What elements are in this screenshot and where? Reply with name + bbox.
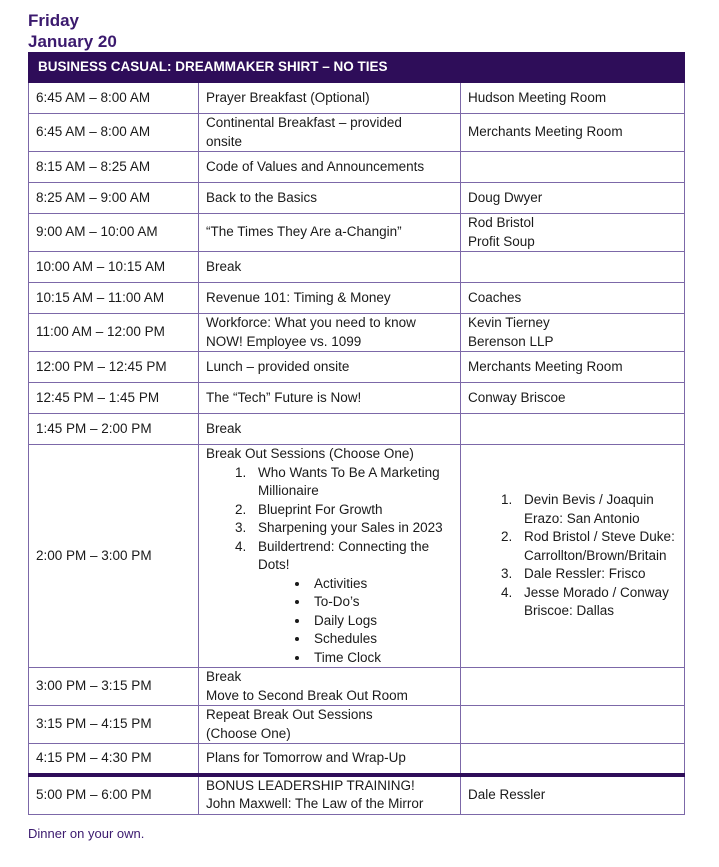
- event-cell: [199, 445, 461, 668]
- location-cell: [461, 183, 685, 214]
- location-line: Merchants Meeting Room: [468, 124, 623, 140]
- schedule-row: [29, 214, 685, 252]
- schedule-row: [29, 114, 685, 152]
- location-cell: [461, 114, 685, 152]
- schedule-row: [29, 252, 685, 283]
- tool-item: • Daily Logs: [310, 612, 453, 631]
- time-cell: 6:45 AM – 8:00 AM: [29, 114, 199, 152]
- schedule-body: [29, 53, 685, 815]
- session-item-label: Buildertrend: Connecting the Dots!: [258, 538, 430, 572]
- schedule-row: [29, 668, 685, 706]
- event-line: Back to the Basics: [206, 189, 318, 205]
- event-line: Revenue 101: Timing & Money: [206, 289, 391, 305]
- time-cell: 3:15 PM – 4:15 PM: [29, 706, 199, 744]
- event-cell: [199, 383, 461, 414]
- event-cell: [199, 775, 461, 815]
- tool-item: • Activities: [310, 575, 453, 594]
- presenter-item: 3. Dale Ressler: Frisco: [516, 565, 677, 584]
- session-item: 1. Who Wants To Be A Marketing Millionaire: [250, 464, 453, 501]
- time-cell: 12:45 PM – 1:45 PM: [29, 383, 199, 414]
- session-item: [250, 538, 453, 668]
- schedule-row: [29, 283, 685, 314]
- event-line: NOW! Employee vs. 1099: [206, 333, 362, 349]
- event-cell: [199, 314, 461, 352]
- schedule-row: [29, 152, 685, 183]
- event-cell: [199, 152, 461, 183]
- event-line: Plans for Tomorrow and Wrap-Up: [206, 750, 406, 765]
- schedule-row: [29, 314, 685, 352]
- event-line: John Maxwell: The Law of the Mirror: [206, 796, 424, 811]
- dress-code-row: [29, 53, 685, 83]
- event-line: The “Tech” Future is Now!: [206, 389, 362, 405]
- location-cell: [461, 283, 685, 314]
- location-line: Profit Soup: [468, 233, 535, 249]
- time-cell: 3:00 PM – 3:15 PM: [29, 668, 199, 706]
- location-cell: [461, 414, 685, 445]
- schedule-row: [29, 83, 685, 114]
- time-cell: 10:00 AM – 10:15 AM: [29, 252, 199, 283]
- location-line: Dale Ressler: [468, 786, 546, 802]
- event-cell: [199, 283, 461, 314]
- session-item: 2. Blueprint For Growth: [250, 501, 453, 520]
- tool-item: • Schedules: [310, 630, 453, 649]
- event-cell: [199, 706, 461, 744]
- tool-list: [258, 575, 453, 668]
- presenter-list: [468, 491, 677, 621]
- event-line: Break: [206, 258, 242, 274]
- schedule-row: [29, 744, 685, 775]
- location-cell: [461, 214, 685, 252]
- breakout-row: [29, 445, 685, 668]
- event-cell: [199, 252, 461, 283]
- event-line: onsite: [206, 133, 243, 149]
- event-cell: [199, 214, 461, 252]
- location-line: Merchants Meeting Room: [468, 358, 623, 374]
- session-list: [206, 464, 453, 668]
- location-cell: [461, 352, 685, 383]
- event-line: “The Times They Are a-Changin”: [206, 224, 402, 240]
- event-cell: [199, 414, 461, 445]
- footer-note: Dinner on your own.: [28, 826, 145, 841]
- event-line: Code of Values and Announcements: [206, 158, 425, 174]
- time-cell: 1:45 PM – 2:00 PM: [29, 414, 199, 445]
- event-line: Break: [206, 669, 242, 684]
- location-cell: [461, 252, 685, 283]
- event-line: Move to Second Break Out Room: [206, 687, 408, 703]
- time-cell: 6:45 AM – 8:00 AM: [29, 83, 199, 114]
- event-cell: [199, 744, 461, 775]
- location-cell: [461, 706, 685, 744]
- time-cell: 5:00 PM – 6:00 PM: [29, 775, 199, 815]
- schedule-row: [29, 352, 685, 383]
- schedule-row: [29, 414, 685, 445]
- day-date: January 20: [28, 32, 117, 51]
- day-name: Friday: [28, 11, 80, 30]
- location-cell: [461, 314, 685, 352]
- schedule-row: [29, 183, 685, 214]
- time-cell: 8:25 AM – 9:00 AM: [29, 183, 199, 214]
- time-cell: 10:15 AM – 11:00 AM: [29, 283, 199, 314]
- location-line: Kevin Tierney: [468, 315, 550, 330]
- location-line: Coaches: [468, 289, 522, 305]
- location-line: Conway Briscoe: [468, 389, 566, 405]
- event-line: Workforce: What you need to know: [206, 315, 416, 330]
- breakout-heading: Break Out Sessions (Choose One): [206, 446, 414, 461]
- dress-code-banner: BUSINESS CASUAL: DREAMMAKER SHIRT – NO TIES: [29, 53, 685, 83]
- presenter-item: 4. Jesse Morado / Conway Briscoe: Dallas: [516, 584, 677, 621]
- location-cell: [461, 744, 685, 775]
- time-cell: 12:00 PM – 12:45 PM: [29, 352, 199, 383]
- location-cell: [461, 83, 685, 114]
- schedule-table: [28, 52, 685, 815]
- day-title: [28, 10, 117, 52]
- tool-item: • To-Do’s: [310, 593, 453, 612]
- time-cell: 9:00 AM – 10:00 AM: [29, 214, 199, 252]
- presenter-item: 2. Rod Bristol / Steve Duke: Carrollton/Brown/Britain: [516, 528, 677, 565]
- location-line: Rod Bristol: [468, 215, 535, 230]
- time-cell: 8:15 AM – 8:25 AM: [29, 152, 199, 183]
- event-cell: [199, 83, 461, 114]
- time-cell: 2:00 PM – 3:00 PM: [29, 445, 199, 668]
- event-line: (Choose One): [206, 725, 291, 741]
- location-cell: [461, 775, 685, 815]
- event-line: Continental Breakfast – provided: [206, 115, 402, 130]
- time-cell: 11:00 AM – 12:00 PM: [29, 314, 199, 352]
- location-cell: [461, 445, 685, 668]
- event-cell: [199, 114, 461, 152]
- event-cell: [199, 668, 461, 706]
- location-line: Berenson LLP: [468, 333, 554, 349]
- event-cell: [199, 352, 461, 383]
- event-line: Prayer Breakfast (Optional): [206, 89, 370, 105]
- bonus-row: [29, 775, 685, 815]
- schedule-row: [29, 383, 685, 414]
- event-cell: [199, 183, 461, 214]
- location-line: Doug Dwyer: [468, 189, 543, 205]
- location-cell: [461, 152, 685, 183]
- location-cell: [461, 668, 685, 706]
- event-line: Break: [206, 420, 242, 436]
- presenter-item: 1. Devin Bevis / Joaquin Erazo: San Antonio: [516, 491, 677, 528]
- event-line: Lunch – provided onsite: [206, 358, 350, 374]
- location-cell: [461, 383, 685, 414]
- time-cell: 4:15 PM – 4:30 PM: [29, 744, 199, 775]
- event-line: Repeat Break Out Sessions: [206, 707, 373, 722]
- session-item: 3. Sharpening your Sales in 2023: [250, 519, 453, 538]
- event-line: BONUS LEADERSHIP TRAINING!: [206, 777, 415, 793]
- schedule-row: [29, 706, 685, 744]
- location-line: Hudson Meeting Room: [468, 89, 607, 105]
- tool-item: • Time Clock: [310, 649, 453, 668]
